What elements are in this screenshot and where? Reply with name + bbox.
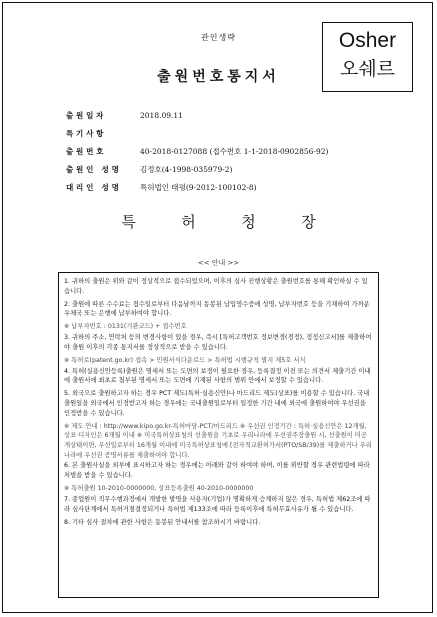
- info-key: 특기사항: [66, 129, 107, 139]
- guide-note-5: ※ 제도 안내 : http://www.kipo.go.kr-특허마당-PCT/마드리드 ※ 우선권 인정기간 : 특허·실용신안은 12개월, 상표·디자인은 6개월 이내 ※ 미국특허상표청의 선출원을 기초로 우리나라에 우선권주장출원 시, 선출원이 미공개상태이면, 우선일로부터 16개월 이내에 미국특허상표청에 [전자적교환허가서(PTO/SB/39)를 제출하거나 우리나라에 우선권 증명서류를 제출하여야 합니다.: [64, 422, 372, 459]
- stamp-name-ko: 오쉐르: [339, 58, 396, 80]
- application-info: [66, 107, 386, 196]
- guide-item-2: 2. 출원에 따른 수수료는 접수일로부터 다음날까지 동봉된 납입영수증에 성명, 납부자번호 등을 기재하여 가까운 우체국 또는 은행에 납부하여야 합니다.: [64, 300, 370, 318]
- commissioner-char: 허: [181, 213, 196, 231]
- info-key: 대리인 성명: [66, 182, 122, 192]
- guide-item-3: 3. 귀하의 주소, 연락처 등의 변경사항이 있을 경우, 즉시 [특허고객번호 정보변경(경정), 정정신고서]를 제출하여야 출원 이후의 각종 통지서를 정상적으로 받을 수 있습니다.: [64, 334, 372, 351]
- guide-box: [58, 272, 379, 598]
- info-key: 출원인 성명: [66, 164, 122, 174]
- guide-item-4: 4. 특허(실용신안등록)출원은 명세서 또는 도면의 보정이 필요한 경우, 등록결정 이전 또는 의견서 제출기간 이내에 출원서에 최초로 첨부된 명세서 또는 도면에 기재된 사항의 범위 안에서 보정할 수 있습니다.: [64, 367, 371, 385]
- office-seal-text: 관인생략: [201, 33, 236, 42]
- commissioner-char: 특: [121, 213, 136, 231]
- guide-item-8: 8. 기타 심사 절차에 관한 사항은 동봉된 안내서를 참조하시기 바랍니다.: [64, 518, 261, 526]
- stamp-name-en: Osher: [338, 29, 397, 52]
- guide-item-5: 5. 외국으로 출원하고자 하는 경우 PCT 제도(특허·실용신안)나 마드리드 제도(상표)를 이용할 수 있습니다. 국내출원일을 외국에서 인정받고자 하는 경우에는 국내출원일로부터 일정한 기간 내에 외국에 출원하여야 우선권을 인정받을 수 있습니다.: [64, 390, 370, 417]
- guide-item-6: 6. 본 출원사실을 외부에 표시하고자 하는 경우에는 아래와 같이 하여야 하며, 이를 위반할 경우 관련법령에 따라 처벌을 받을 수 있습니다.: [64, 462, 370, 480]
- info-row-application-number: [66, 143, 386, 161]
- info-key: 출원일자: [66, 111, 107, 121]
- guide-item-7: 7. 종업원이 직무수행과정에서 개발한 발명을 사용자(기업)가 명확하게 승계하지 않은 경우, 특허법 제62조에 따라 심사단계에서 특허거절결정되거나 특허법 제133조에 따라 등록이후에 특허무효사유가 될 수 있습니다.: [64, 495, 371, 513]
- stamp-box: [322, 22, 413, 92]
- commissioner-title: [0, 211, 437, 232]
- guide-note-6: ※ 특허출원 10-2010-0000000, 상표등록출원 40-2010-0000000: [64, 485, 254, 493]
- info-row-filing-date: [66, 107, 386, 125]
- info-value: 김정호(4-1998-035979-2): [140, 164, 233, 174]
- guide-note-3: ※ 특허로(patent.go.kr) 접속 > 민원서식다운로드 > 특허법 시행규칙 별지 제5호 서식: [64, 356, 306, 364]
- info-row-applicant: [66, 160, 386, 178]
- commissioner-char: 장: [301, 213, 316, 231]
- guide-note-2: ※ 납부자번호 : 0131(기관코드) + 접수번호: [64, 323, 187, 331]
- info-key: 출원번호: [66, 146, 107, 156]
- info-row-agent: [66, 178, 386, 196]
- guide-heading: << 안내 >>: [197, 259, 240, 267]
- info-value: 특허법인 태평(9-2012-100102-8): [140, 182, 257, 192]
- commissioner-char: 청: [241, 213, 256, 231]
- document-title: 출원번호통지서: [157, 69, 280, 85]
- guide-item-1: 1. 귀하의 출원은 위와 같이 정상적으로 접수되었으며, 이후의 심사 진행상황은 출원번호를 통해 확인하실 수 있습니다.: [64, 278, 368, 295]
- info-value: 40-2018-0127088 (접수번호 1-1-2018-0902856-92): [140, 146, 329, 156]
- info-value: 2018.09.11: [140, 111, 183, 121]
- info-row-remarks: [66, 125, 386, 143]
